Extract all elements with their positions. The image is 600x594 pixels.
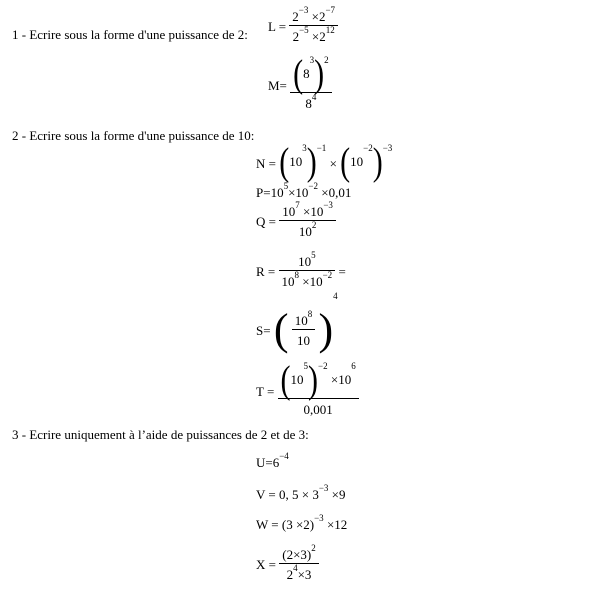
expression-W: $W = (3 \times 2)^{-3} \times 12$ <box>256 513 348 532</box>
expression-X: X = $\frac{(2\times 3)^2}{2^4\times 3}$ <box>256 548 319 581</box>
question-1-label: 1 - Ecrire sous la forme d'une puissance de 2: <box>12 27 248 42</box>
expression-M: M= $\frac{(8^3)^2}{8^4}$ <box>268 60 332 110</box>
expression-T: T = $\frac{(10^5)^{-2} \times 10^6}{0,001}$ <box>256 366 359 416</box>
question-3-label: 3 - Ecrire uniquement à l’aide de puissances de 2 et de 3: <box>12 427 309 442</box>
question-2-label: 2 - Ecrire sous la forme d'une puissance de 10: <box>12 128 255 143</box>
expression-R: R = $\frac{10^5}{10^8 \times 10^{-2}}$ = <box>256 250 346 289</box>
expression-P: $P=10^5\times 10^{-2} \times 0,01$ <box>256 181 352 200</box>
expression-Q: Q = $\frac{10^7 \times 10^{-3}}{10^2}$ <box>256 205 336 238</box>
expression-V: V = 0, $5 \times 3^{-3} \times 9$ <box>256 483 346 502</box>
expression-S: S= ( $\frac{10^8}{10}$ )$^4$ <box>256 291 338 354</box>
expression-L: L = $\frac{2^{-3} \times 2^{-7}}{2^{-5} \times 2^{12}}$ <box>268 10 338 43</box>
expression-U: $U=6^{-4}$ <box>256 451 289 470</box>
expression-N: $N = (10^3)^{-1} \times (10^{-2})^{-3}$ <box>256 140 393 184</box>
